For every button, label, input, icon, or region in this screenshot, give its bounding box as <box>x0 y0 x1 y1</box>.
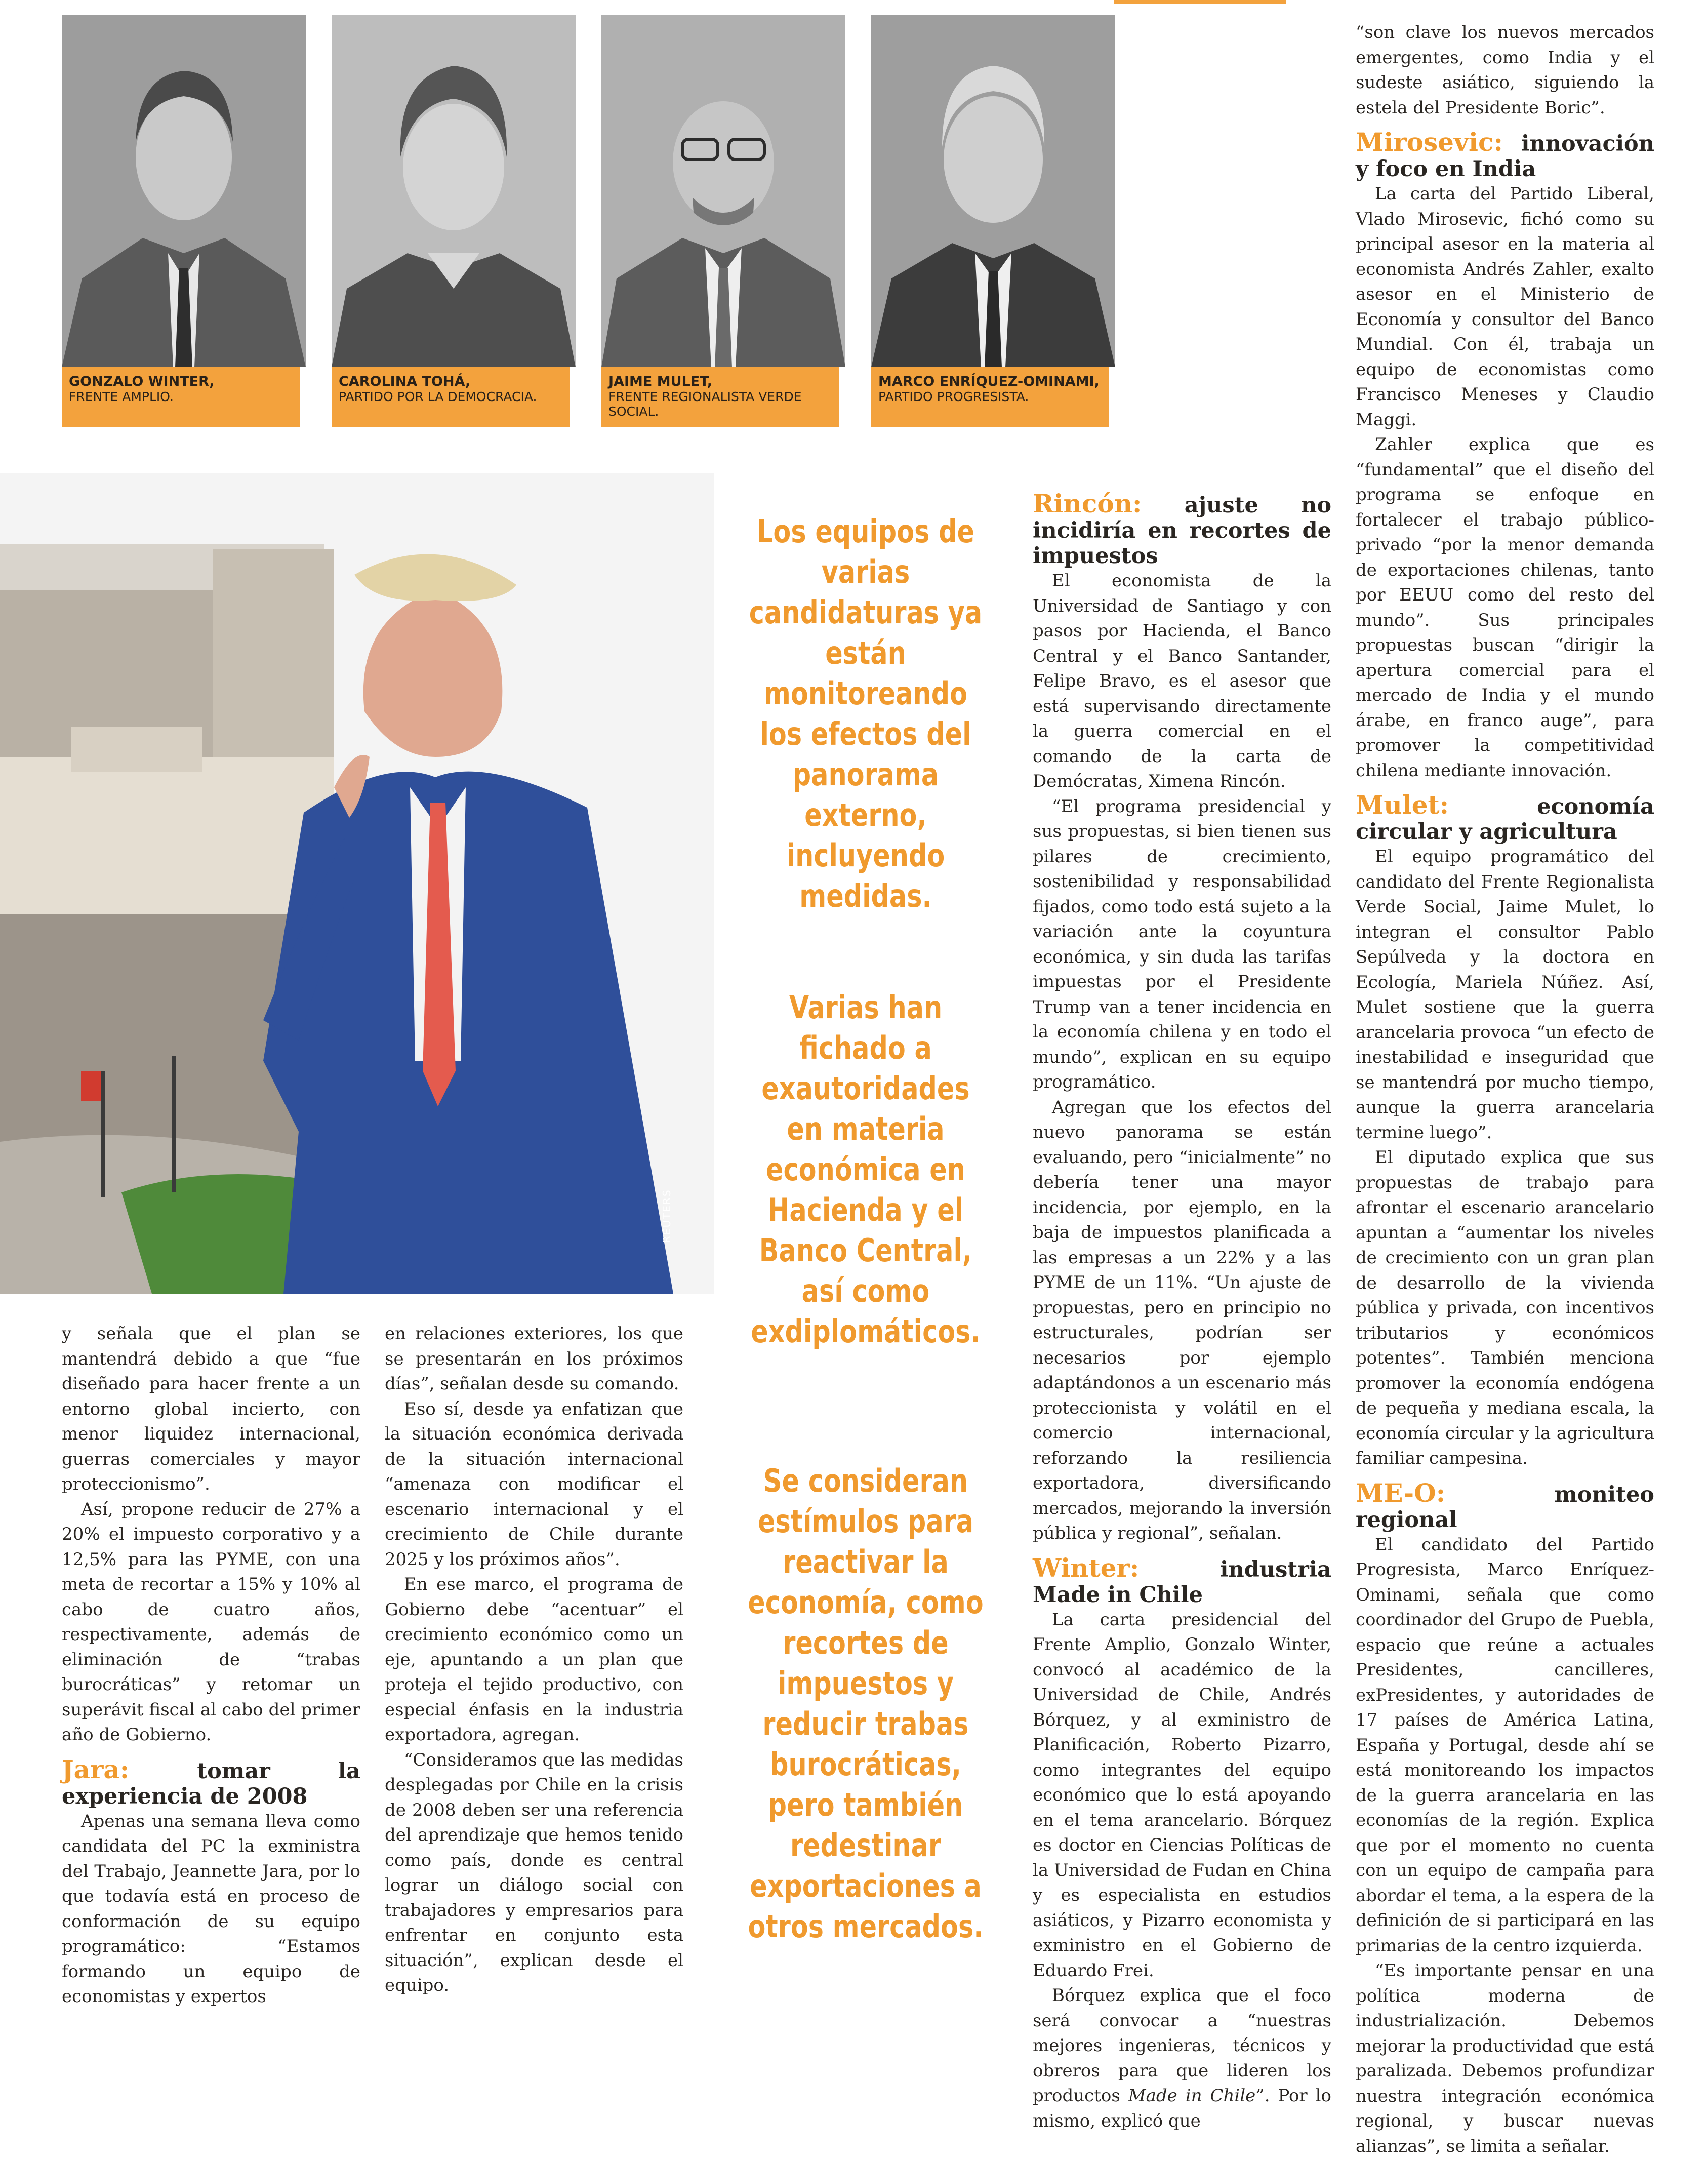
subheading-keyword: Winter: <box>1033 1552 1140 1583</box>
subheading-jara <box>62 1754 360 1809</box>
article-column-1 <box>62 1322 360 2010</box>
subheading-keyword: Mirosevic: <box>1356 127 1503 157</box>
subheading-meo <box>1356 1477 1654 1533</box>
paragraph: El candidato del Partido Progresista, Marco Enríquez-Ominami, señala que como coordinador del Grupo de Puebla, espacio que reúne a actuales Presidentes, cancilleres, exPresidentes, y autoridades de 17 países de América Latina, España y Portugal, desde ahí se está monitoreando los impactos de la guerra arancelaria en las economías de la región. Explica que por el momento no cuenta con un equipo de campaña para abordar el tema, a la espera de la definición de si participará en las primarias de la centro izquierda. <box>1356 1534 1654 1956</box>
subheading-winter <box>1033 1552 1331 1608</box>
subheading-text: moniteo regional <box>1356 1482 1654 1533</box>
paragraph: “Consideramos que las medidas desplegadas por Chile en la crisis de 2008 deben ser una referencia del aprendizaje que hemos tenido como país, donde es central lograr un diálogo social con trabajadores y empresarios para enfrentar en conjunto esta situación”, explican desde el equipo. <box>385 1749 683 1995</box>
caption-party: FRENTE REGIONALISTA VERDE SOCIAL. <box>608 389 802 419</box>
paragraph: “Es importante pensar en una política moderna de industrialización. Debemos mejorar la productividad que está paralizada. Debemos profundizar nuestra integración económica regional, y buscar nuevas alianzas”, se limita a señalar. <box>1356 1961 1654 2156</box>
main-photo <box>0 473 714 1294</box>
caption-party: FRENTE AMPLIO. <box>69 389 174 404</box>
subheading-mulet <box>1356 792 1654 845</box>
caption-toha <box>332 367 570 427</box>
caption-name: MARCO ENRÍQUEZ-OMINAMI, <box>878 374 1100 389</box>
portrait-toha <box>332 15 576 367</box>
paragraph: en relaciones exteriores, los que se presentarán en los próximos días”, señalan desde su comando. <box>385 1324 683 1394</box>
pullquote-2: Varias han fichado a exautoridades en materia económica en Hacienda y el Banco Central, así como exdiplomáticos. <box>751 989 981 1350</box>
caption-name: GONZALO WINTER, <box>69 374 215 389</box>
paragraph: La carta presidencial del Frente Amplio, Gonzalo Winter, convocó al académico de la Universidad de Chile, Andrés Bórquez, y al exministro de Planificación, Roberto Pizarro, como integrantes del equipo económico que lo está apoyando en el tema arancelario. Bórquez es doctor en Ciencias Políticas de la Universidad de Fudan en China y es especialista en estudios asiáticos, y Pizarro economista y exministro en el Gobierno de Eduardo Frei. <box>1033 1609 1331 1981</box>
photo-credit: REUTERS <box>661 1189 673 1243</box>
text-run: ”. Por lo mismo, explicó que <box>1033 2086 1331 2131</box>
subheading-keyword: Rincón: <box>1033 489 1142 518</box>
text-run-italic: Made in Chile <box>1128 2086 1256 2106</box>
portrait-enriquez-ominami <box>871 15 1115 367</box>
pullquote-3: Se consideran estímulos para reactivar la economía, como recortes de impuestos y reducir trabas burocráticas, pero también redestinar exportaciones a otros mercados. <box>748 1462 984 1945</box>
top-accent-bar <box>1114 0 1286 4</box>
article-column-4 <box>1356 20 1654 2159</box>
paragraph: Agregan que los efectos del nuevo panorama se están evaluando, pero “inicialmente” no debería tener una mayor incidencia, por ejemplo, en la baja de impuestos planificada a las empresas a un 22% y a las PYME de un 11%. “Un ajuste de propuestas, pero en principio no estructurales, podrían ser necesarios por ejemplo adaptándonos a un escenario más proteccionista y volátil en el comercio internacional, reforzando la resiliencia exportadora, diversificando mercados, mejorando la inversión pública y regional”, señalan. <box>1033 1097 1331 1543</box>
caption-name: JAIME MULET, <box>608 374 712 389</box>
caption-name: CAROLINA TOHÁ, <box>339 374 471 389</box>
portrait-winter <box>62 15 306 367</box>
subheading-text: ajuste no incidiría en recortes de impuestos <box>1033 493 1331 569</box>
paragraph: El economista de la Universidad de Santiago y con pasos por Hacienda, el Banco Central y el Banco Santander, Felipe Bravo, es el asesor que está supervisando directamente la guerra comercial en el comando de la carta de Demócratas, Ximena Rincón. <box>1033 571 1331 791</box>
pullquote-1: Los equipos de varias candidaturas ya están monitoreando los efectos del panorama externo, incluyendo medidas. <box>749 513 983 914</box>
paragraph: “son clave los nuevos mercados emergentes, como India y el sudeste asiático, siguiendo la estela del Presidente Boric”. <box>1356 22 1654 118</box>
text-run: Bórquez explica que el foco será convocar a “nuestras mejores ingenieras, técnicos y obreros para que lideren los productos <box>1033 1985 1331 2106</box>
article-column-3 <box>1033 491 1331 2134</box>
caption-mulet <box>601 367 839 427</box>
caption-enriquez-ominami <box>871 367 1109 427</box>
paragraph: Así, propone reducir de 27% a 20% el impuesto corporativo y a 12,5% para las PYME, con una meta de recortar a 15% y 10% al cabo de cuatro años, respectivamente, además de eliminación de “trabas burocráticas” y retomar un superávit fiscal al cabo del primer año de Gobierno. <box>62 1499 360 1745</box>
subheading-text: industria Made in Chile <box>1033 1556 1331 1608</box>
paragraph: El diputado explica que sus propuestas de trabajo para afrontar el escenario arancelario apuntan a “aumentar los niveles de crecimiento con un gran plan de desarrollo de la vivienda pública y privada, con incentivos tributarios y económicos potentes”. También menciona promover la economía endógena de pequeña y mediana escala, la economía circular y la agricultura familiar campesina. <box>1356 1147 1654 1468</box>
paragraph: “El programa presidencial y sus propuestas, si bien tienen sus pilares de crecimiento, sostenibilidad y responsabilidad fijados, como todo está sujeto a la variación ante la coyuntura económica, y sin duda las tarifas impuestas por el Presidente Trump van a tener incidencia en la economía chilena y en todo el mundo”, explican en su equipo programático. <box>1033 796 1331 1092</box>
article-column-2 <box>385 1322 683 1998</box>
portrait-mulet <box>601 15 845 367</box>
subheading-keyword: Mulet: <box>1356 790 1449 820</box>
paragraph: El equipo programático del candidato del Frente Regionalista Verde Social, Jaime Mulet, lo integran el consultor Pablo Sepúlveda y la doctora en Ecología, Mariela Núñez. Así, Mulet sostiene que la guerra arancelaria provoca “un efecto de inestabilidad e inseguridad que se mantendrá por mucho tiempo, aunque la guerra arancelaria termine luego”. <box>1356 847 1654 1143</box>
subheading-mirosevic <box>1356 127 1654 182</box>
caption-party: PARTIDO PROGRESISTA. <box>878 389 1029 404</box>
subheading-keyword: ME-O: <box>1356 1477 1446 1508</box>
subheading-keyword: Jara: <box>62 1754 130 1784</box>
subheading-rincon <box>1033 491 1331 569</box>
paragraph: y señala que el plan se mantendrá debido a que “fue diseñado para hacer frente a un entorno global incierto, con menor liquidez internacional, guerras comerciales y mayor proteccionismo”. <box>62 1324 360 1494</box>
paragraph: Eso sí, desde ya enfatizan que la situación económica derivada de la situación internacional “amenaza con modificar el escenario internacional y el crecimiento de Chile durante 2025 y los próximos años”. <box>385 1398 683 1570</box>
caption-party: PARTIDO POR LA DEMOCRACIA. <box>339 389 537 404</box>
paragraph: En ese marco, el programa de Gobierno debe “acentuar” el crecimiento económico como un eje, apuntando a un plan que proteja el tejido productivo, con especial énfasis en la industria exportadora, agregan. <box>385 1574 683 1745</box>
paragraph <box>1033 1983 1331 2134</box>
paragraph: Apenas una semana lleva como candidata del PC la exministra del Trabajo, Jeannette Jara, por lo que todavía está en proceso de conformación de su equipo programático: “Estamos formando un equipo de economistas y expertos <box>62 1811 360 2007</box>
paragraph: La carta del Partido Liberal, Vlado Mirosevic, fichó como su principal asesor en la materia al economista Andrés Zahler, exalto asesor en el Ministerio de Economía y consultor del Banco Mundial. Con él, trabaja un equipo de economistas como Francisco Meneses y Claudio Maggi. <box>1356 184 1654 430</box>
subheading-text: tomar la experiencia de 2008 <box>62 1758 360 1809</box>
paragraph: Zahler explica que es “fundamental” que el diseño del programa se enfoque en fortalecer el trabajo público-privado “por la menor demanda de exportaciones chilenas, tanto por EEUU como del resto del mundo”. Sus principales propuestas buscan “dirigir la apertura comercial para el mercado de India y el mundo árabe, en franco auge”, para promover la competitividad chilena mediante innovación. <box>1356 434 1654 781</box>
subheading-text: economía circular y agricultura <box>1356 794 1654 845</box>
subheading-text: innovación y foco en India <box>1356 131 1654 182</box>
caption-winter <box>62 367 300 427</box>
